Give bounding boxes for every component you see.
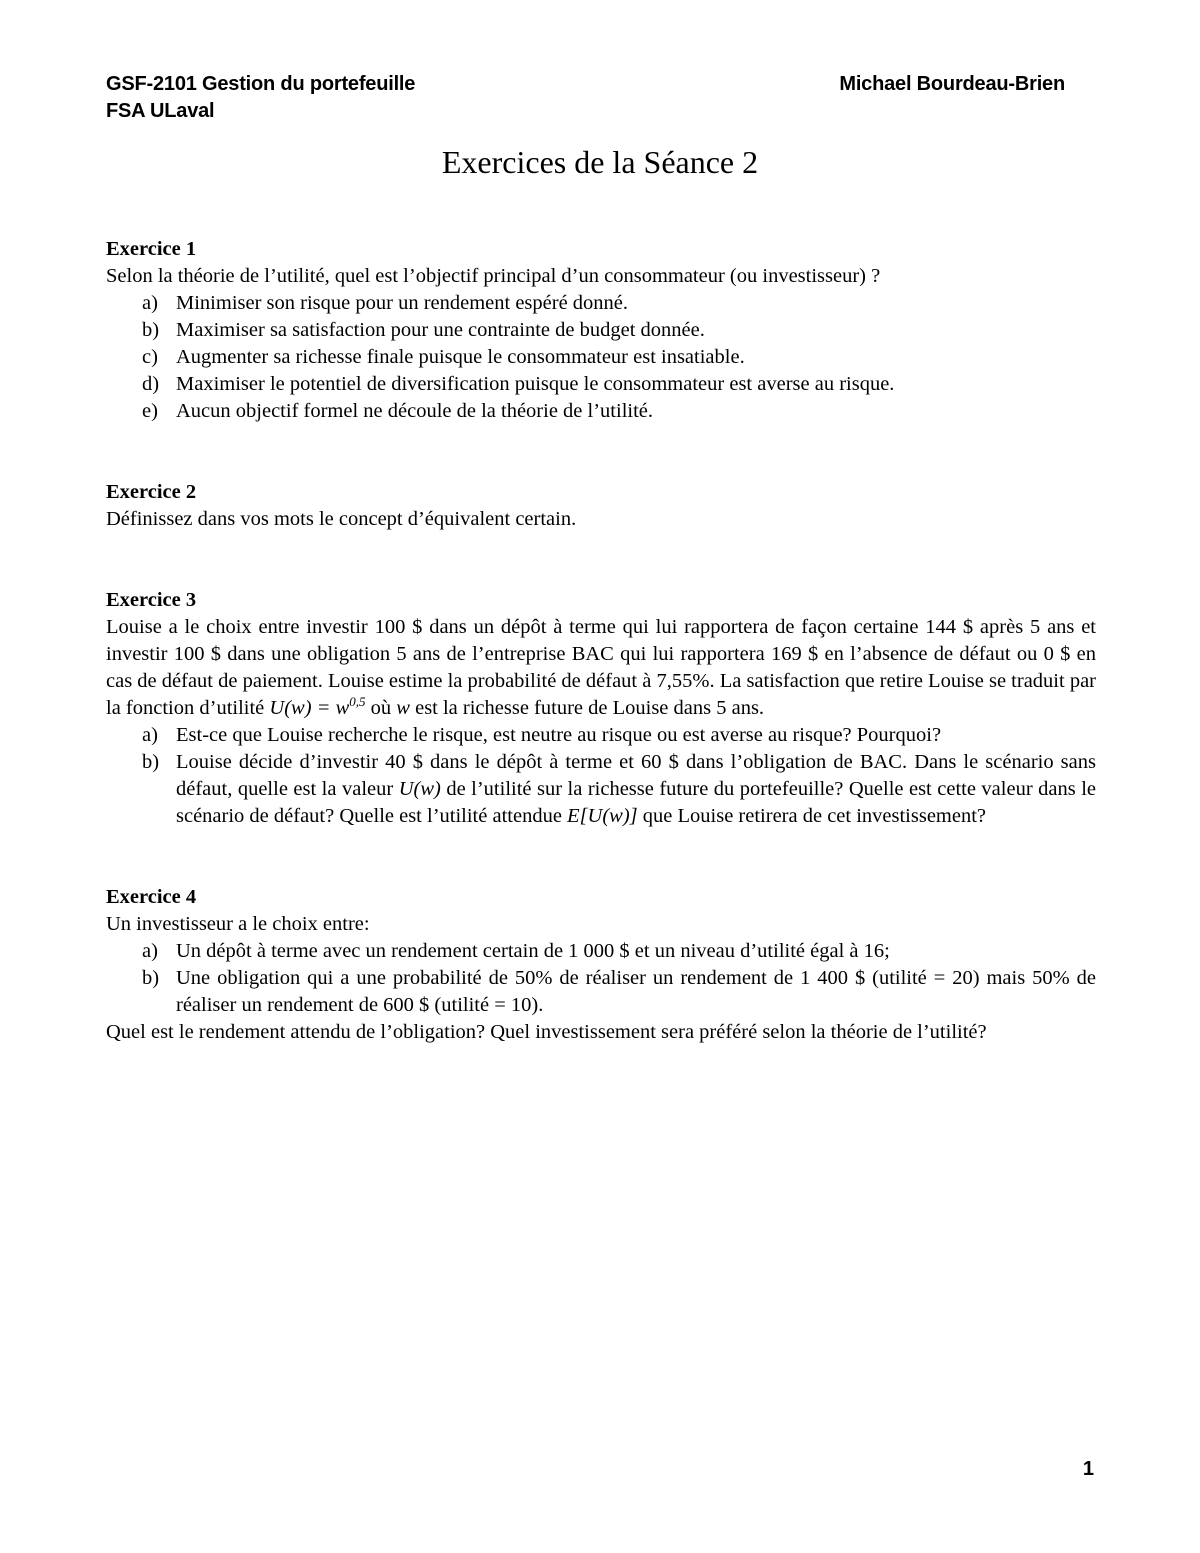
exercise-title: Exercice 1 xyxy=(106,238,197,260)
spacer xyxy=(106,830,1096,884)
course-name: GSF-2101 Gestion du portefeuille xyxy=(106,73,416,95)
options-list xyxy=(106,722,1096,830)
option-item xyxy=(106,371,1096,398)
page-title: Exercices de la Séance 2 xyxy=(441,144,759,180)
option-item xyxy=(106,344,1096,371)
option-text: Est-ce que Louise recherche le risque, est neutre au risque ou est averse au risque? Pourquoi? xyxy=(176,724,942,746)
option-label: c) xyxy=(142,346,158,368)
exercise-question: Définissez dans vos mots le concept d’équivalent certain. xyxy=(106,508,577,530)
school-name: FSA ULaval xyxy=(106,100,215,122)
exercise-question xyxy=(106,614,1096,722)
page-number: 1 xyxy=(1082,1458,1094,1480)
option-text: Louise décide d’investir 40 $ dans le dépôt à terme et 60 $ dans l’obligation de BAC. Dans le scénario sans défaut, quelle est la valeur xyxy=(176,751,1096,800)
option-text: de l’utilité sur la richesse future du portefeuille? Quelle est cette valeur dans le scénario de défaut? Quelle est l’utilité attendue xyxy=(176,778,1096,827)
exercise-4 xyxy=(106,884,1096,1046)
author-name: Michael Bourdeau-Brien xyxy=(839,73,1065,95)
option-text: Un dépôt à terme avec un rendement certain de 1 000 $ et un niveau d’utilité égal à 16; xyxy=(176,940,890,962)
formula-variable: w xyxy=(396,697,410,719)
exercise-3 xyxy=(106,587,1096,830)
exercise-title: Exercice 2 xyxy=(106,481,197,503)
option-item xyxy=(106,938,1096,965)
option-text: Augmenter sa richesse finale puisque le consommateur est insatiable. xyxy=(176,346,745,368)
utility-formula: U(w) = w xyxy=(269,697,350,719)
exercise-question: Un investisseur a le choix entre: xyxy=(106,913,370,935)
spacer xyxy=(106,425,1096,479)
option-item xyxy=(106,965,1096,1019)
spacer xyxy=(106,533,1096,587)
expected-utility-formula: E[U(w)] xyxy=(567,805,638,827)
exercise-question: Selon la théorie de l’utilité, quel est l’objectif principal d’un consommateur (ou investisseur) ? xyxy=(106,265,881,287)
option-item xyxy=(106,317,1096,344)
header-left xyxy=(106,71,415,125)
option-label: a) xyxy=(142,940,158,962)
exercise-1 xyxy=(106,236,1096,425)
question-text: est la richesse future de Louise dans 5 ans. xyxy=(409,697,765,719)
formula-exponent: 0,5 xyxy=(349,694,366,709)
option-label: b) xyxy=(142,967,160,989)
option-text: Maximiser sa satisfaction pour une contrainte de budget donnée. xyxy=(176,319,705,341)
option-item xyxy=(106,398,1096,425)
option-label: b) xyxy=(142,751,160,773)
exercise-2 xyxy=(106,479,1096,533)
option-label: a) xyxy=(142,724,158,746)
question-text: Louise a le choix entre investir 100 $ dans un dépôt à terme qui lui rapportera de façon certaine 144 $ après 5 ans et investir 100 $ dans une obligation 5 ans de l’entreprise BAC qui lui rapportera 169 $ en l’absence de défaut ou 0 $ en cas de défaut de paiement. Louise estime la probabilité de défaut à 7,55%. La satisfaction que retire Louise se traduit par la fonction d’utilité xyxy=(106,616,1096,719)
option-label: a) xyxy=(142,292,158,314)
question-text: où xyxy=(365,697,397,719)
option-text: Une obligation qui a une probabilité de 50% de réaliser un rendement de 1 400 $ (utilité = 20) mais 50% de réaliser un rendement de 600 $ (utilité = 10). xyxy=(176,967,1096,1016)
option-text: Maximiser le potentiel de diversification puisque le consommateur est averse au risque. xyxy=(176,373,895,395)
option-text: que Louise retirera de cet investissement? xyxy=(637,805,987,827)
exercise-title: Exercice 3 xyxy=(106,589,197,611)
exercise-conclusion: Quel est le rendement attendu de l’obligation? Quel investissement sera préféré selon la théorie de l’utilité? xyxy=(106,1021,987,1043)
option-item xyxy=(106,722,1096,749)
options-list xyxy=(106,290,1096,425)
option-label: e) xyxy=(142,400,158,422)
option-label: d) xyxy=(142,373,160,395)
option-text: Aucun objectif formel ne découle de la théorie de l’utilité. xyxy=(176,400,654,422)
options-list xyxy=(106,938,1096,1019)
utility-formula: U(w) xyxy=(398,778,441,800)
option-item xyxy=(106,749,1096,830)
document-body xyxy=(106,236,1096,1046)
option-item xyxy=(106,290,1096,317)
option-text: Minimiser son risque pour un rendement espéré donné. xyxy=(176,292,629,314)
exercise-title: Exercice 4 xyxy=(106,886,197,908)
option-label: b) xyxy=(142,319,160,341)
